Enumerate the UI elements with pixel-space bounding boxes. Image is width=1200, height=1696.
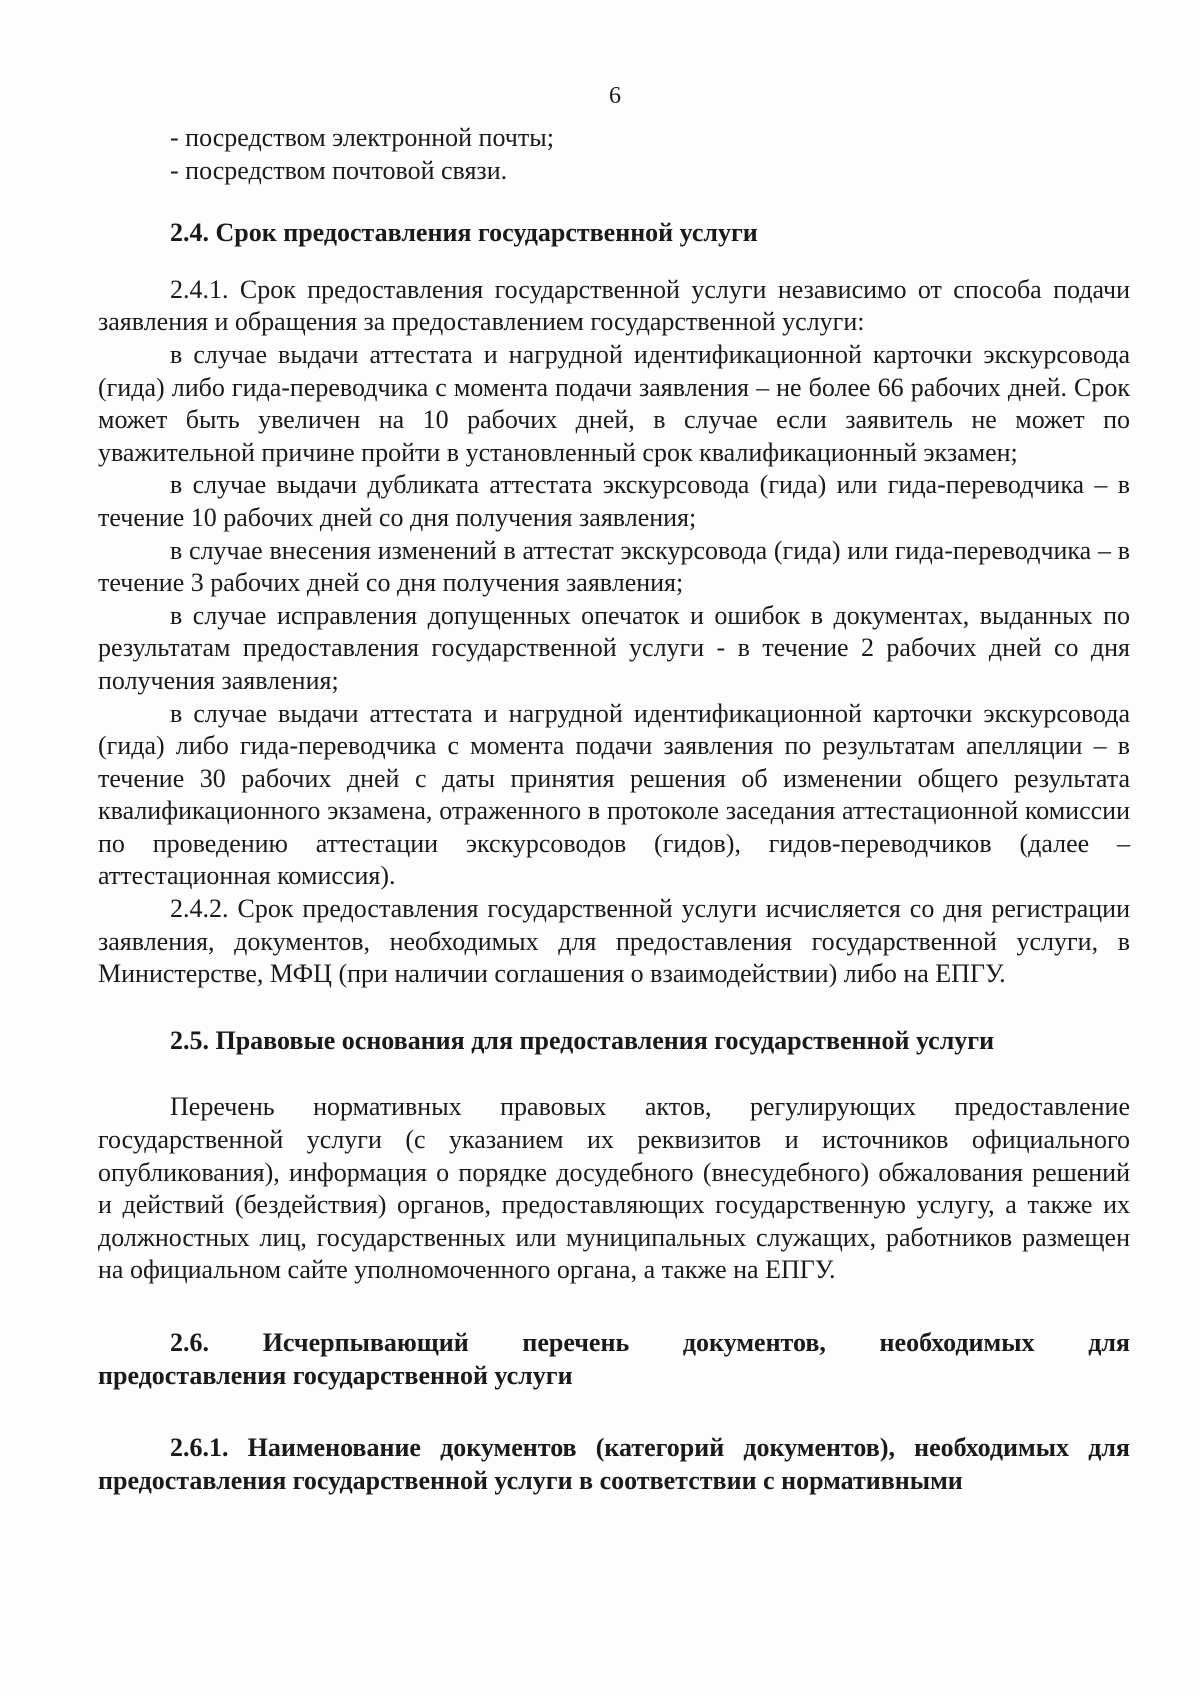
paragraph-case: в случае выдачи аттестата и нагрудной идентификационной карточки экскурсовода (гида) либо гида-переводчика с момента подачи заявления по результатам апелляции – в течение 30 рабочих дней с даты принятия решения об изменении общего результата квалификационного экзамена, отраженного в протоколе заседания аттестационной комиссии по проведению аттестации экскурсоводов (гидов), гидов-переводчиков (далее – аттестационная комиссия).	[98, 698, 1130, 891]
document-body	[98, 122, 1130, 1497]
section-heading-2-6-line-1: 2.6. Исчерпывающий перечень документов, необходимых для	[170, 1328, 1130, 1357]
paragraph-2-4-2: 2.4.2. Срок предоставления государственной услуги исчисляется со дня регистрации заявления, документов, необходимых для предоставления государственной услуги, в Министерстве, МФЦ (при наличии соглашения о взаимодействии) либо на ЕПГУ.	[98, 894, 1130, 989]
paragraph-2-4-1: 2.4.1. Срок предоставления государственной услуги независимо от способа подачи заявления и обращения за предоставлением государственной услуги:	[98, 274, 1130, 337]
paragraph-case: в случае выдачи аттестата и нагрудной идентификационной карточки экскурсовода (гида) либо гида-переводчика с момента подачи заявления – не более 66 рабочих дней. Срок может быть увеличен на 10 рабочих дней, в случае если заявитель не может по уважительной причине пройти в установленный срок квалификационный экзамен;	[98, 339, 1130, 467]
paragraph-case: в случае выдачи дубликата аттестата экскурсовода (гида) или гида-переводчика – в течение 10 рабочих дней со дня получения заявления;	[98, 470, 1130, 532]
paragraph-case: в случае исправления допущенных опечаток и ошибок в документах, выданных по результатам предоставления государственной услуги - в течение 2 рабочих дней со дня получения заявления;	[98, 600, 1130, 695]
spacer	[98, 1287, 1130, 1327]
spacer	[98, 1392, 1130, 1432]
spacer	[98, 187, 1130, 217]
spacer	[98, 250, 1130, 274]
spacer	[98, 1057, 1130, 1091]
list-item: - посредством почтовой связи.	[170, 155, 508, 185]
subsection-heading-2-6-1: 2.6.1. Наименование документов (категорий документов), необходимых для предоставления государственной услуги в соответствии с нормативными	[98, 1433, 1130, 1495]
page-number: 6	[609, 83, 621, 109]
section-heading-2-6-line-2: предоставления государственной услуги	[98, 1360, 573, 1390]
section-heading-2-4: 2.4. Срок предоставления государственной услуги	[170, 218, 758, 248]
list-item: - посредством электронной почты;	[170, 123, 554, 152]
paragraph-case: в случае внесения изменений в аттестат экскурсовода (гида) или гида-переводчика – в течение 3 рабочих дней со дня получения заявления;	[98, 535, 1130, 598]
section-heading-2-5: 2.5. Правовые основания для предоставления государственной услуги	[170, 1025, 995, 1055]
spacer	[98, 991, 1130, 1025]
paragraph-2-5: Перечень нормативных правовых актов, регулирующих предоставление государственной услуги (с указанием их реквизитов и источников официального опубликования), информация о порядке досудебного (внесудебного) обжалования решений и действий (бездействия) органов, предоставляющих государственную услугу, а также их должностных лиц, государственных или муниципальных служащих, работников размещен на официальном сайте уполномоченного органа, а также на ЕПГУ.	[98, 1092, 1130, 1285]
